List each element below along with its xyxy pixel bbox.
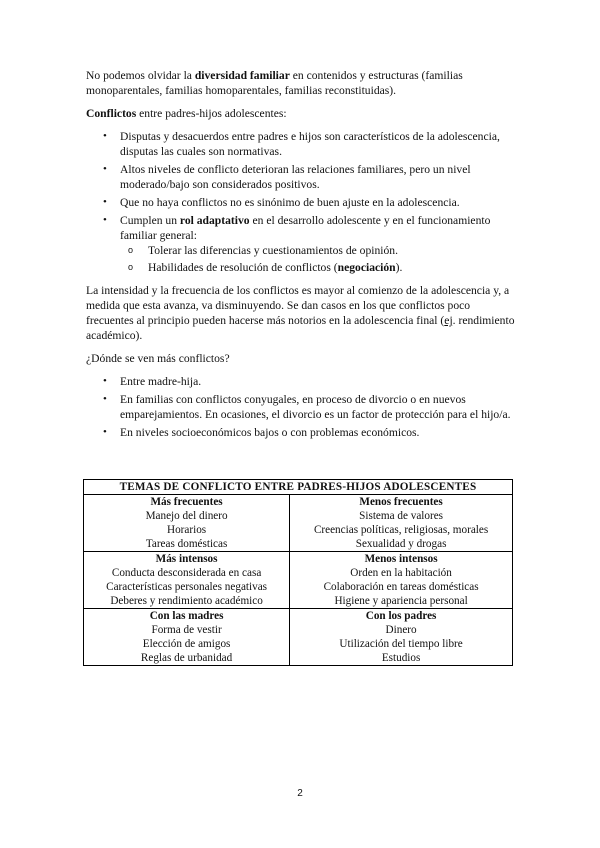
table-row [84, 609, 513, 666]
table-row [84, 495, 513, 552]
document-body [86, 68, 516, 448]
conflicts-heading: Conflictos entre padres-hijos adolescentes: [86, 107, 287, 120]
adaptive-sublist [120, 243, 516, 275]
where-list [86, 374, 516, 440]
list-item: • Entre madre-hija. [86, 374, 516, 389]
table-cell: Menos frecuentes Sistema de valores Creencias políticas, religiosas, morales Sexualidad y drogas [290, 495, 513, 552]
table-title: TEMAS DE CONFLICTO ENTRE PADRES-HIJOS ADOLESCENTES [84, 480, 513, 495]
table-cell: Más intensos Conducta desconsiderada en casa Características personales negativas Deberes y rendimiento académico [84, 552, 290, 609]
table-cell: Con los padres Dinero Utilización del tiempo libre Estudios [290, 609, 513, 666]
list-item: • Altos niveles de conflicto deterioran las relaciones familiares, pero un nivel moderado/bajo son considerados positivos. [86, 162, 516, 192]
table-row [84, 552, 513, 609]
list-item: • Cumplen un rol adaptativo en el desarrollo adolescente y en el funcionamiento familiar general: o Tolerar las diferencias y cuestionamientos de opinión. o Habilidades de resolución de conflictos (negociación). [86, 213, 516, 275]
diversity-emphasis: diversidad familiar [194, 69, 290, 82]
table-cell: Más frecuentes Manejo del dinero Horarios Tareas domésticas [84, 495, 290, 552]
list-item: • Disputas y desacuerdos entre padres e hijos son característicos de la adolescencia, disputas las cuales son normativas. [86, 129, 516, 159]
intro-paragraph: No podemos olvidar la diversidad familiar en contenidos y estructuras (familias monoparentales, familias homoparentales, familias reconstituidas). [86, 69, 463, 97]
sub-list-item: o Tolerar las diferencias y cuestionamientos de opinión. [120, 243, 516, 258]
conflicts-list [86, 129, 516, 275]
table-cell: Con las madres Forma de vestir Elección de amigos Reglas de urbanidad [84, 609, 290, 666]
list-item: • Que no haya conflictos no es sinónimo de buen ajuste en la adolescencia. [86, 195, 516, 210]
intensity-paragraph: La intensidad y la frecuencia de los conflictos es mayor al comienzo de la adolescencia y, a medida que esta avanza, va disminuyendo. Se dan casos en los que conflictos poco frecuentes al principio pueden hacerse más notorios en la adolescencia final (ej. rendimiento académico). [86, 284, 515, 342]
list-item: • En familias con conflictos conyugales, en proceso de divorcio o en nuevos emparejamientos. En ocasiones, el divorcio es un factor de protección para el hijo/a. [86, 392, 516, 422]
table-cell: Menos intensos Orden en la habitación Colaboración en tareas domésticas Higiene y apariencia personal [290, 552, 513, 609]
where-question: ¿Dónde se ven más conflictos? [86, 352, 230, 365]
list-item: • En niveles socioeconómicos bajos o con problemas económicos. [86, 425, 516, 440]
page-number: 2 [297, 788, 303, 799]
conflict-topics-table [83, 479, 513, 666]
sub-list-item: o Habilidades de resolución de conflictos (negociación). [120, 260, 516, 275]
